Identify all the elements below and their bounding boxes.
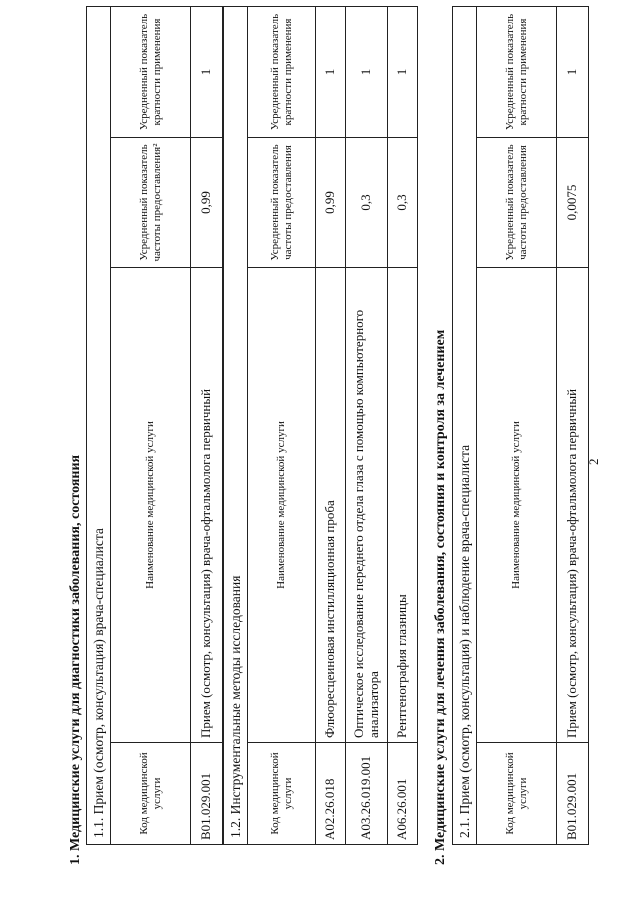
table-row	[388, 6, 418, 844]
row-name: Оптическое исследование переднего отдела глаза с помощью компьютерного анализатора	[346, 268, 388, 743]
header-name: Наименование медицинской услуги	[248, 268, 316, 743]
header-code: Код медицинской услуги	[477, 743, 557, 845]
header-multiplicity: Усредненный показатель кратности применения	[111, 7, 191, 138]
row-frequency: 0,99	[191, 138, 223, 268]
table-caption: 1.2. Инструментальные методы исследования	[224, 6, 248, 844]
table-row	[191, 7, 223, 845]
row-code: B01.029.001	[191, 743, 223, 845]
row-name: Рентгенография глазницы	[388, 268, 418, 743]
section-1-title: 1. Медицинские услуги для диагностики заболевания, состояния	[68, 454, 83, 865]
header-name: Наименование медицинской услуги	[477, 268, 557, 743]
row-code: A03.26.019.001	[346, 743, 388, 845]
row-frequency: 0,3	[346, 138, 388, 268]
header-multiplicity: Усредненный показатель кратности применения	[248, 6, 316, 137]
table-1-1	[86, 6, 223, 845]
row-multiplicity: 1	[316, 6, 346, 137]
row-frequency: 0,3	[388, 138, 418, 268]
header-name: Наименование медицинской услуги	[111, 268, 191, 743]
header-frequency: Усредненный показатель частоты предоставления	[477, 138, 557, 268]
table-row	[557, 6, 589, 844]
table-row	[316, 6, 346, 844]
page-number: 2	[586, 458, 601, 465]
row-name: Прием (осмотр, консультация) врача-офтальмолога первичный	[557, 268, 589, 743]
row-code: A02.26.018	[316, 743, 346, 845]
header-code: Код медицинской услуги	[248, 743, 316, 845]
table-caption: 1.1. Прием (осмотр, консультация) врача-специалиста	[87, 7, 111, 845]
table-row	[346, 6, 388, 844]
row-name: Прием (осмотр, консультация) врача-офтальмолога первичный	[191, 268, 223, 743]
section-2-title: 2. Медицинские услуги для лечения заболевания, состояния и контроля за лечением	[433, 329, 448, 865]
table-caption: 2.1. Прием (осмотр, консультация) и наблюдение врача-специалиста	[453, 6, 477, 844]
row-frequency: 0,99	[316, 138, 346, 268]
row-code: B01.029.001	[557, 743, 589, 845]
row-multiplicity: 1	[346, 6, 388, 137]
table-2-1	[452, 6, 589, 845]
row-multiplicity: 1	[191, 7, 223, 138]
row-multiplicity: 1	[557, 6, 589, 137]
table-1-2	[223, 6, 418, 845]
header-frequency: Усредненный показатель частоты предоставления²	[111, 138, 191, 268]
header-multiplicity: Усредненный показатель кратности применения	[477, 6, 557, 137]
header-code: Код медицинской услуги	[111, 743, 191, 845]
row-frequency: 0,0075	[557, 138, 589, 268]
header-frequency: Усредненный показатель частоты предоставления	[248, 138, 316, 268]
row-multiplicity: 1	[388, 6, 418, 137]
row-name: Флюоресцеиновая инстилляционная проба	[316, 268, 346, 743]
row-code: A06.26.001	[388, 743, 418, 845]
